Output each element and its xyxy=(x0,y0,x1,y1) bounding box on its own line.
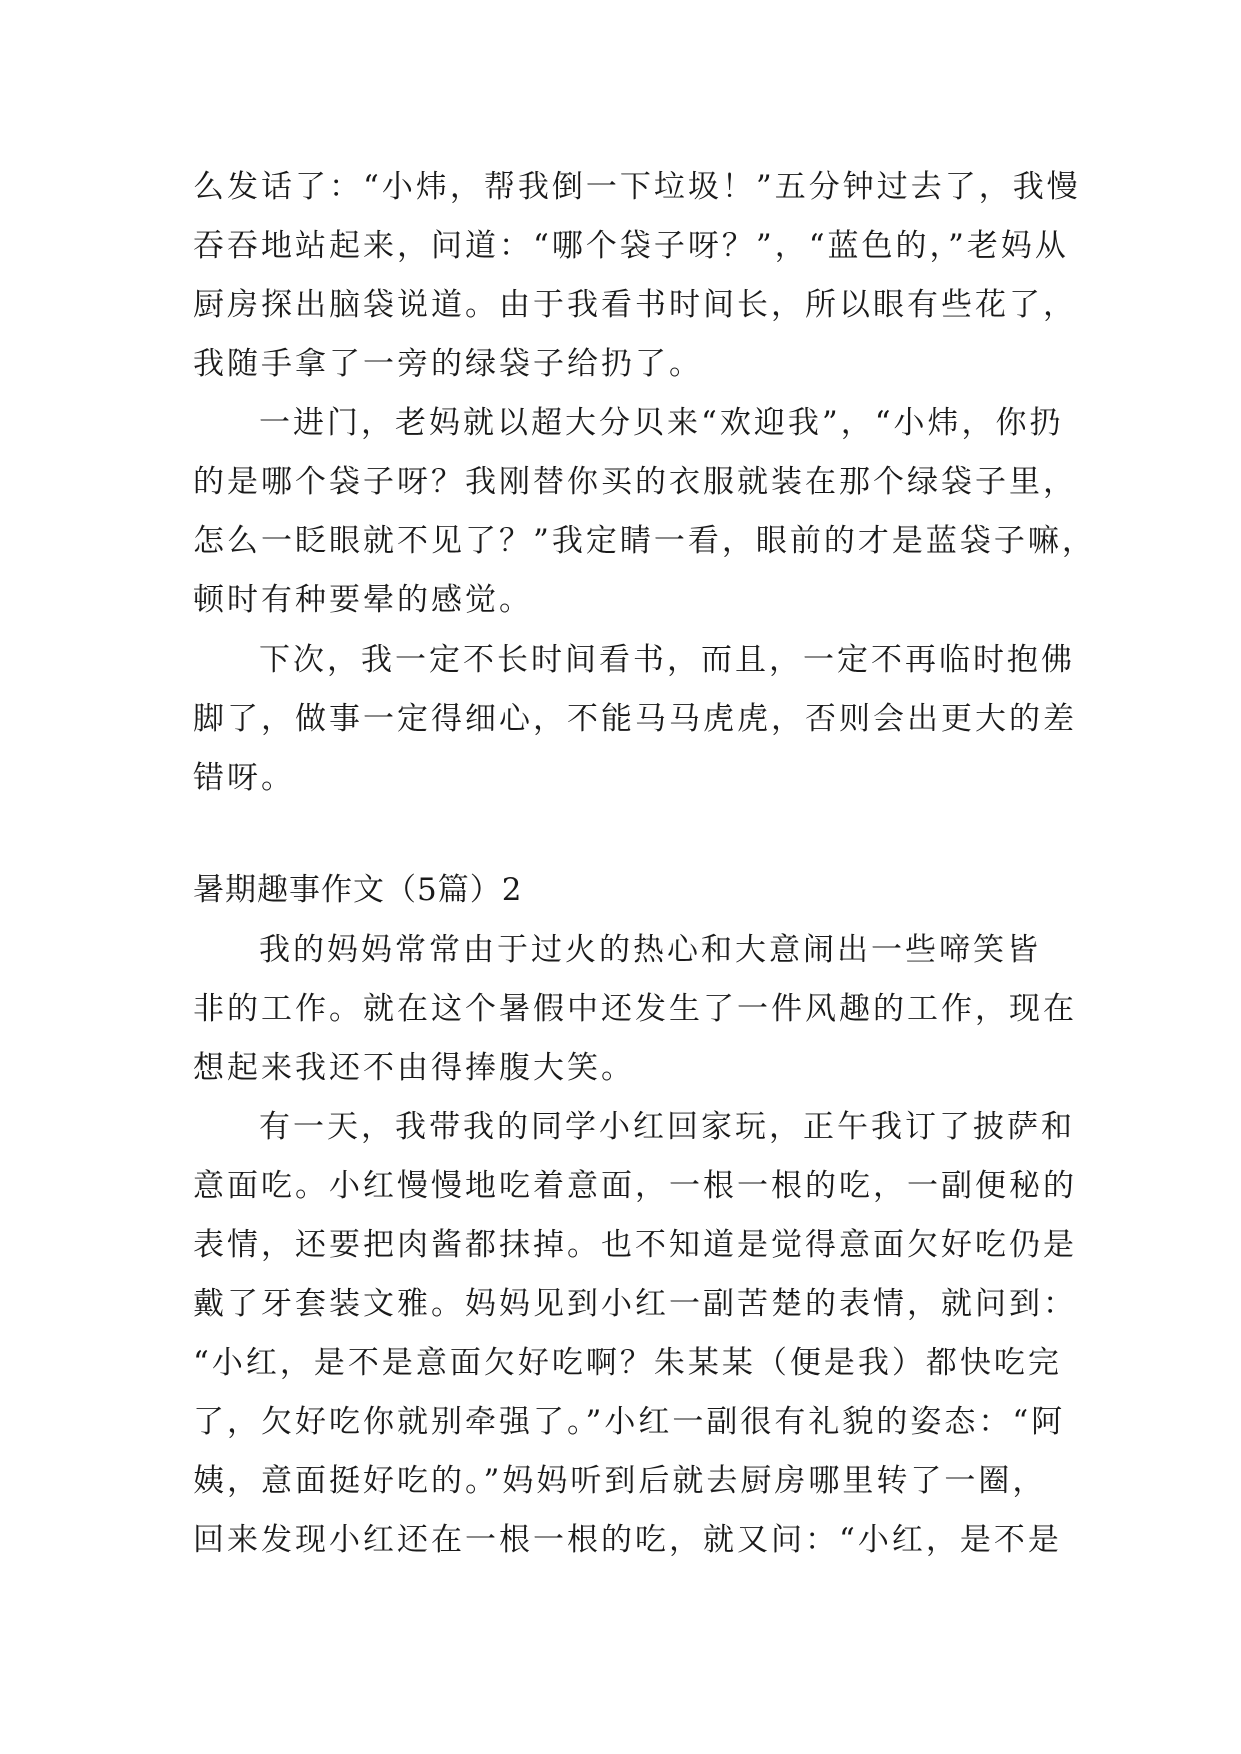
paragraph-line: 脚了，做事一定得细心，不能马马虎虎，否则会出更大的差 xyxy=(193,701,1077,737)
paragraph-line: 想起来我还不由得捧腹大笑。 xyxy=(193,1050,635,1086)
paragraph-line: “小红，是不是意面欠好吃啊？朱某某（便是我）都快吃完 xyxy=(193,1345,1062,1381)
paragraph-line: 怎么一眨眼就不见了？”我定睛一看，眼前的才是蓝袋子嘛， xyxy=(193,523,1096,559)
paragraph-line: 戴了牙套装文雅。妈妈见到小红一副苦楚的表情，就问到： xyxy=(193,1286,1077,1322)
paragraph-line: 意面吃。小红慢慢地吃着意面，一根一根的吃，一副便秘的 xyxy=(193,1168,1077,1204)
paragraph-line: 我随手拿了一旁的绿袋子给扔了。 xyxy=(193,346,703,382)
paragraph-line: 有一天，我带我的同学小红回家玩，正午我订了披萨和 xyxy=(259,1109,1075,1145)
paragraph-line: 了，欠好吃你就别牵强了。”小红一副很有礼貌的姿态：“阿 xyxy=(193,1404,1066,1440)
paragraph-line: 顿时有种要晕的感觉。 xyxy=(193,582,533,618)
paragraph-line: 下次，我一定不长时间看书，而且，一定不再临时抱佛 xyxy=(259,642,1075,678)
paragraph-line: 厨房探出脑袋说道。由于我看书时间长，所以眼有些花了， xyxy=(193,287,1077,323)
paragraph-line: 表情，还要把肉酱都抹掉。也不知道是觉得意面欠好吃仍是 xyxy=(193,1227,1077,1263)
paragraph-line: 回来发现小红还在一根一根的吃，就又问：“小红，是不是 xyxy=(193,1522,1062,1558)
paragraph-line: 非的工作。就在这个暑假中还发生了一件风趣的工作，现在 xyxy=(193,991,1077,1027)
paragraph-line: 一进门，老妈就以超大分贝来“欢迎我”，“小炜，你扔 xyxy=(259,405,1064,441)
paragraph-line: 的是哪个袋子呀？我刚替你买的衣服就装在那个绿袋子里， xyxy=(193,464,1077,500)
paragraph-line: 吞吞地站起来，问道：“哪个袋子呀？”，“蓝色的，”老妈从 xyxy=(193,228,1069,264)
section-heading: 暑期趣事作文（5篇）2 xyxy=(193,872,523,908)
paragraph-line: 我的妈妈常常由于过火的热心和大意闹出一些啼笑皆 xyxy=(259,932,1041,968)
paragraph-line: 姨，意面挺好吃的。”妈妈听到后就去厨房哪里转了一圈， xyxy=(193,1463,1047,1499)
paragraph-line: 么发话了：“小炜，帮我倒一下垃圾！”五分钟过去了，我慢 xyxy=(193,169,1081,205)
paragraph-line: 错呀。 xyxy=(193,760,295,796)
